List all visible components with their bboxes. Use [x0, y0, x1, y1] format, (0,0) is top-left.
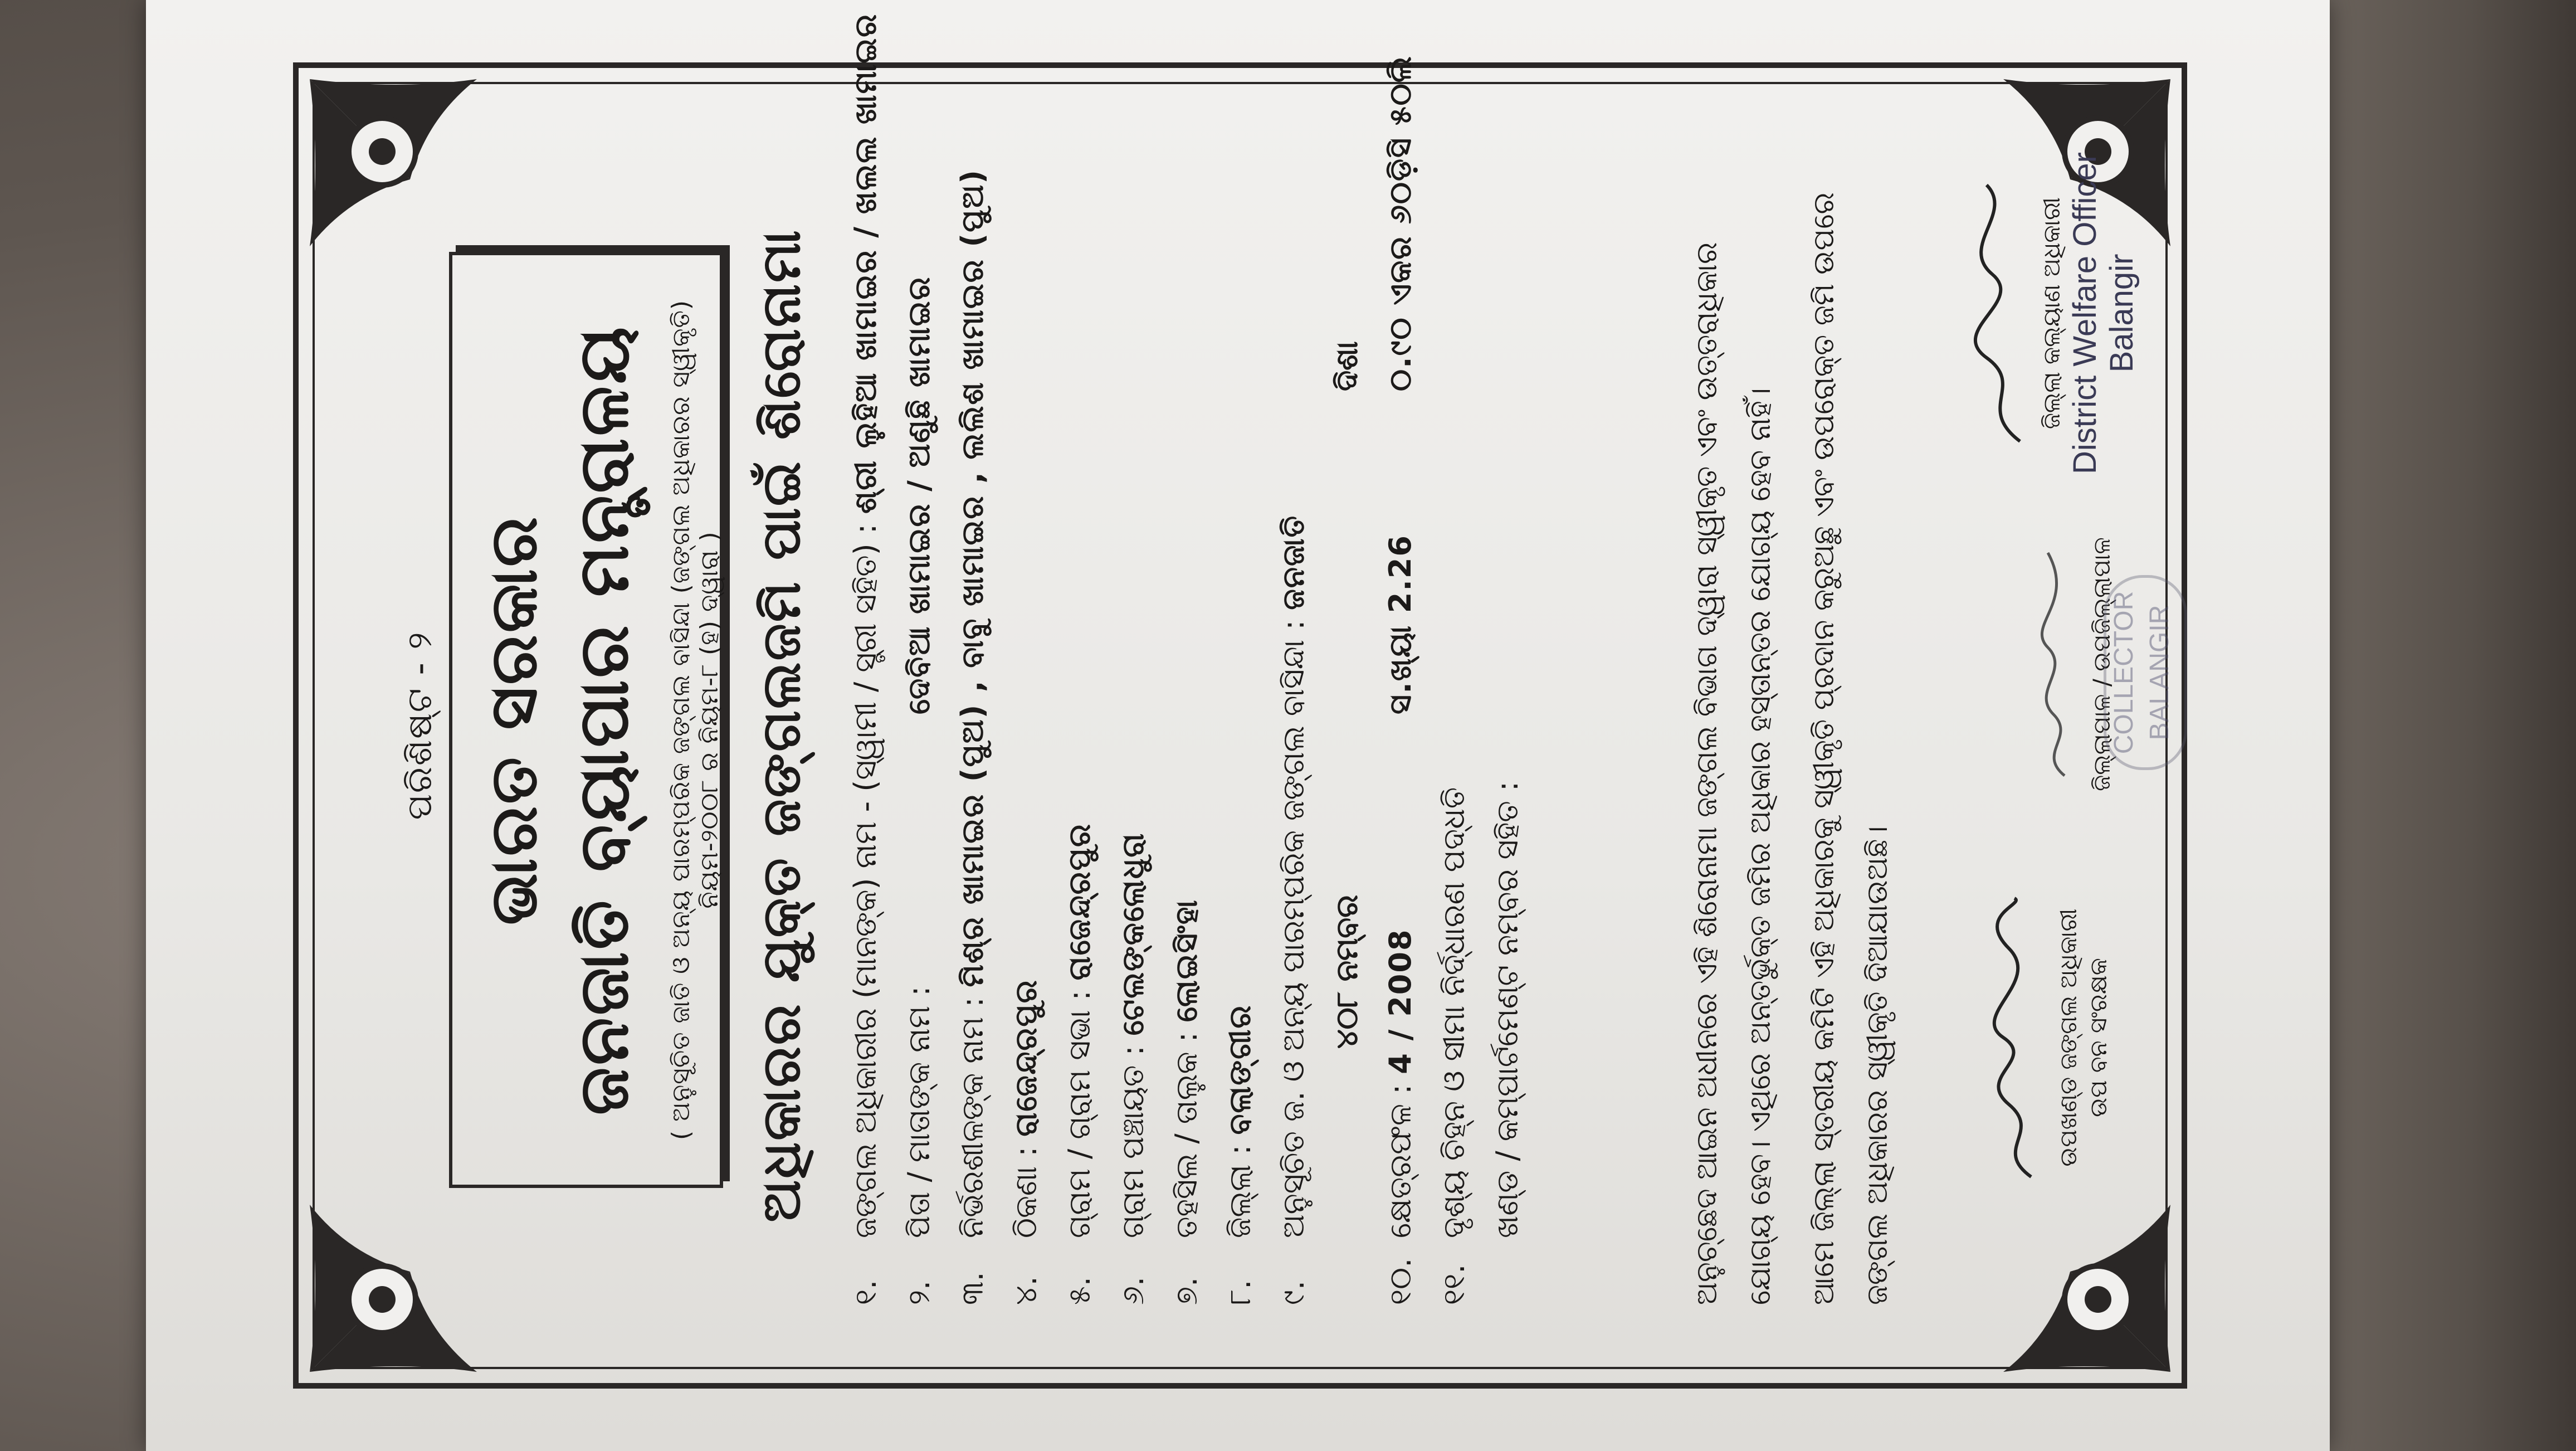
signatory-title: ଜିଲ୍ଲାପାଳ / ଉପଜିଲ୍ଲାପାଳ: [2088, 537, 2115, 791]
certificate-heading: ଅଧିକାରର ଯୁକ୍ତ ଜଙ୍ଗଲଜମି ପାଇଁ ଶିରୋନାମା: [750, 228, 812, 1223]
signature-block-dfo: [1987, 809, 2114, 1266]
paper-sheet: [146, 0, 2330, 1451]
field-row: ୧.ଜଙ୍ଗଲ ଅଧିକାରୀର (ମାନଙ୍କ) ନାମ - (ସ୍ୱାମୀ / ସ୍ତ୍ରୀ ସହିତ) :ଶ୍ରୀ ଲୁହିଆ ଖାମାଇର / ଖଲଲ ଖାମାଇର: [848, 13, 883, 1305]
signatory-title: ଜିଲ୍ଲା କଲ୍ୟାଣ ଅଧିକାରୀ: [2038, 197, 2065, 430]
officer-designation: District Welfare Officer: [2067, 152, 2103, 474]
area-header-row: ୪୦୮ ନମ୍ବର ଦିଶା: [1329, 341, 1364, 1049]
government-title: ଭାରତ ସରକାର: [475, 514, 552, 926]
signature-block-dwo: [1970, 118, 2140, 508]
table-edge: [2312, 0, 2576, 1451]
field-row: ୭.ତହସିଲ / ତାଲୁକ :ଲୋଇସିଂହା: [1169, 899, 1204, 1305]
field-list: [839, 13, 1534, 1305]
field-row: ୧୦.କ୍ଷେତ୍ରଫଳ :4 / 2008 ସ.ଖ୍ୟା 2.26 ୦.୯୦ ଏକର ୬୦ଡ଼ିସି ୫୦ଲି: [1383, 55, 1418, 1305]
ministry-title: ଜନଜାତି ବ୍ୟାପାର ମନ୍ତ୍ରାଳୟ: [564, 324, 644, 1116]
field-row: ୩.ନିର୍ଭରଶୀଳଙ୍କ ନାମ :ମିଶ୍ର ଖାମାଇର (ପୁଅ) , ବାବୁ ଖାମାଇର , ଲଲିଶ ଖାମାଇର (ପୁଅ): [955, 169, 990, 1305]
title-box: [449, 252, 723, 1188]
field-row: ଖଣ୍ଡ / କମ୍ପାର୍ଟମେଣ୍ଟ ନମ୍ବର ସହିତ :: [1490, 781, 1525, 1238]
signature-scribble-icon: [1970, 179, 2031, 447]
field-row: ୫.ଗ୍ରାମ / ଗ୍ରାମ ସଭା :ରାଜେନ୍ଦ୍ରପୁର: [1062, 823, 1097, 1305]
signature-scribble-icon: [2026, 547, 2081, 781]
officer-location: Balangir: [2104, 254, 2140, 373]
field-row: ୯.ଅନୁସୂଚିତ ଜ. ଓ ଅନ୍ୟ ପାରମ୍ପରିକ ଜଙ୍ଗଲ ବାସିନ୍ଦା :ଜନଜାତି: [1276, 514, 1311, 1305]
field-row: ୬.ଗ୍ରାମ ପଞ୍ଚାୟତ :ଟେଲଙ୍କଲୋଧୁରା: [1115, 832, 1150, 1305]
field-row: ୧୧.ଦୃଶ୍ୟ ଚିହ୍ନ ଓ ସୀମା ନିର୍ଦ୍ଧାରଣ ପଦ୍ଧତି: [1436, 787, 1471, 1305]
field-row: ୪.ଠିକଣା :ରାଜେନ୍ଦ୍ରପୁର: [1008, 979, 1043, 1305]
schedule-label: ପରିଶିଷ୍ଟ - ୨: [399, 631, 440, 820]
signatory-title: ଉପଖଣ୍ଡ ଜଙ୍ଗଲ ଅଧିକାରୀ: [2055, 908, 2082, 1167]
official-stamp: COLLECTOR BALANGIR: [2104, 575, 2187, 770]
declaration-paragraph: ଅନୁଚ୍ଛେଦ ଆଇନ ଅଧୀନରେ ଏହି ଶିରୋନାମା ଜଙ୍ଗଲ ବିଭାଗ ଦ୍ୱାରା ସ୍ୱୀକୃତ ଏବଂ ଉତ୍ତରାଧିକାର ଯୋଗ୍ୟ ହେବ। ଏଥିରେ ଅନ୍ତର୍ଭୁକ୍ତ ଜମିର ଅଧିକାର ହସ୍ତାନ୍ତର ଯୋଗ୍ୟ ହେବ ନାହିଁ।: [1690, 242, 1777, 1305]
committee-paragraph: ଆମେ ଜିଲ୍ଲା ସ୍ତରୀୟ କମିଟି ଏହି ଅଧିକାରକୁ ସ୍ୱୀକୃତି ପ୍ରଦାନ କରୁଅଛୁ ଏବଂ ଉପରୋକ୍ତ ଜମି ଉପରେ ଜଙ୍ଗଲ ଅଧିକାରର ସ୍ୱୀକୃତି ଦିଆଯାଉଅଛି।: [1807, 192, 1894, 1305]
field-row: ୨.ପିତା / ମାତାଙ୍କ ନାମ : ଦେବିଆ ଖାମାଇର / ଅଣୁଛି ଖାମାଇର: [901, 276, 936, 1305]
certificate-document: [271, 13, 2209, 1411]
signature-scribble-icon: [1987, 893, 2048, 1182]
field-row: ୮.ଜିଲ୍ଲା :ବଲାଙ୍ଗୀର: [1222, 1004, 1257, 1305]
signatory-subtitle: ଉପ ବନ ସଂରକ୍ଷକ: [2085, 958, 2112, 1117]
act-reference: ( ଅନୁସୂଚିତ ଜାତି ଓ ଅନ୍ୟ ପାରମ୍ପରିକ ଜଙ୍ଗଲ ବାସିନ୍ଦା (ଜଙ୍ଗଲ ଅଧିକାରର ସ୍ୱୀକୃତି) ନିୟମ-୨୦୦୮ ର ନିୟମ-୮ (ହ) ଦ୍ୱାରା ): [667, 299, 724, 1141]
